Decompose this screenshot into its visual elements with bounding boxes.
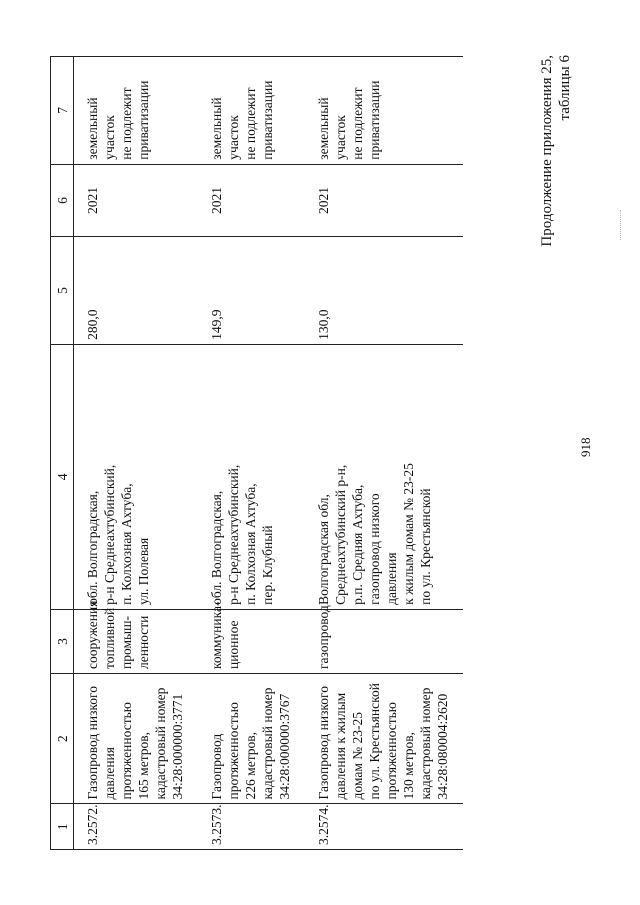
object-area: 149,9 bbox=[198, 237, 305, 345]
object-type: сооружения топливной промыш- ленности bbox=[74, 609, 199, 673]
object-year: 2021 bbox=[198, 164, 305, 236]
header-cell-3: 3 bbox=[51, 609, 74, 673]
object-year: 2021 bbox=[305, 164, 463, 236]
property-table bbox=[50, 56, 463, 850]
object-type: коммуника- ционное bbox=[198, 609, 305, 673]
table-row bbox=[74, 57, 199, 850]
header-cell-7: 7 bbox=[51, 57, 74, 165]
table-row bbox=[198, 57, 305, 850]
row-number: 3.2572. bbox=[74, 804, 199, 850]
continuation-line-2: таблицы 6 bbox=[557, 55, 573, 121]
header-row bbox=[51, 57, 74, 850]
header-cell-1: 1 bbox=[51, 804, 74, 850]
margin-mark bbox=[620, 210, 622, 240]
header-cell-5: 5 bbox=[51, 237, 74, 345]
object-note: земельный участок не подлежит приватизации bbox=[305, 57, 463, 165]
continuation-heading bbox=[538, 55, 574, 385]
object-address: обл. Волгоградская, р-н Среднеахтубинский, п. Колхозная Ахтуба, ул. Полевая bbox=[74, 344, 199, 609]
object-area: 130,0 bbox=[305, 237, 463, 345]
header-cell-2: 2 bbox=[51, 674, 74, 804]
header-cell-6: 6 bbox=[51, 164, 74, 236]
row-number: 3.2574. bbox=[305, 804, 463, 850]
header-cell-4: 4 bbox=[51, 344, 74, 609]
object-address: Волгоградская обл, Среднеахтубинский р-н, р.п. Средняя Ахтуба, газопровод низкого давления к жилым домам № 23-25 по ул. Крестьянской bbox=[305, 344, 463, 609]
object-name: Газопровод протяженностью 226 метров, кадастровый номер 34:28:000000:3767 bbox=[198, 674, 305, 804]
table-row bbox=[305, 57, 463, 850]
object-area: 280,0 bbox=[74, 237, 199, 345]
object-address: обл. Волгоградская, р-н Среднеахтубинский, п. Колхозная Ахтуба, пер. Клубный bbox=[198, 344, 305, 609]
page-number: 918 bbox=[578, 437, 593, 457]
object-name: Газопровод низкого давления протяженностью 165 метров, кадастровый номер 34:28:000000:3771 bbox=[74, 674, 199, 804]
object-year: 2021 bbox=[74, 164, 199, 236]
row-number: 3.2573. bbox=[198, 804, 305, 850]
object-type: газопровод bbox=[305, 609, 463, 673]
object-name: Газопровод низкого давления к жилым домам № 23-25 по ул. Крестьянской протяженностью 130 метров, кадастровый номер 34:28:080004:2620 bbox=[305, 674, 463, 804]
object-note: земельный участок не подлежит приватизации bbox=[198, 57, 305, 165]
continuation-line-1: Продолжение приложения 25, bbox=[539, 55, 555, 247]
object-note: земельный участок не подлежит приватизации bbox=[74, 57, 199, 165]
